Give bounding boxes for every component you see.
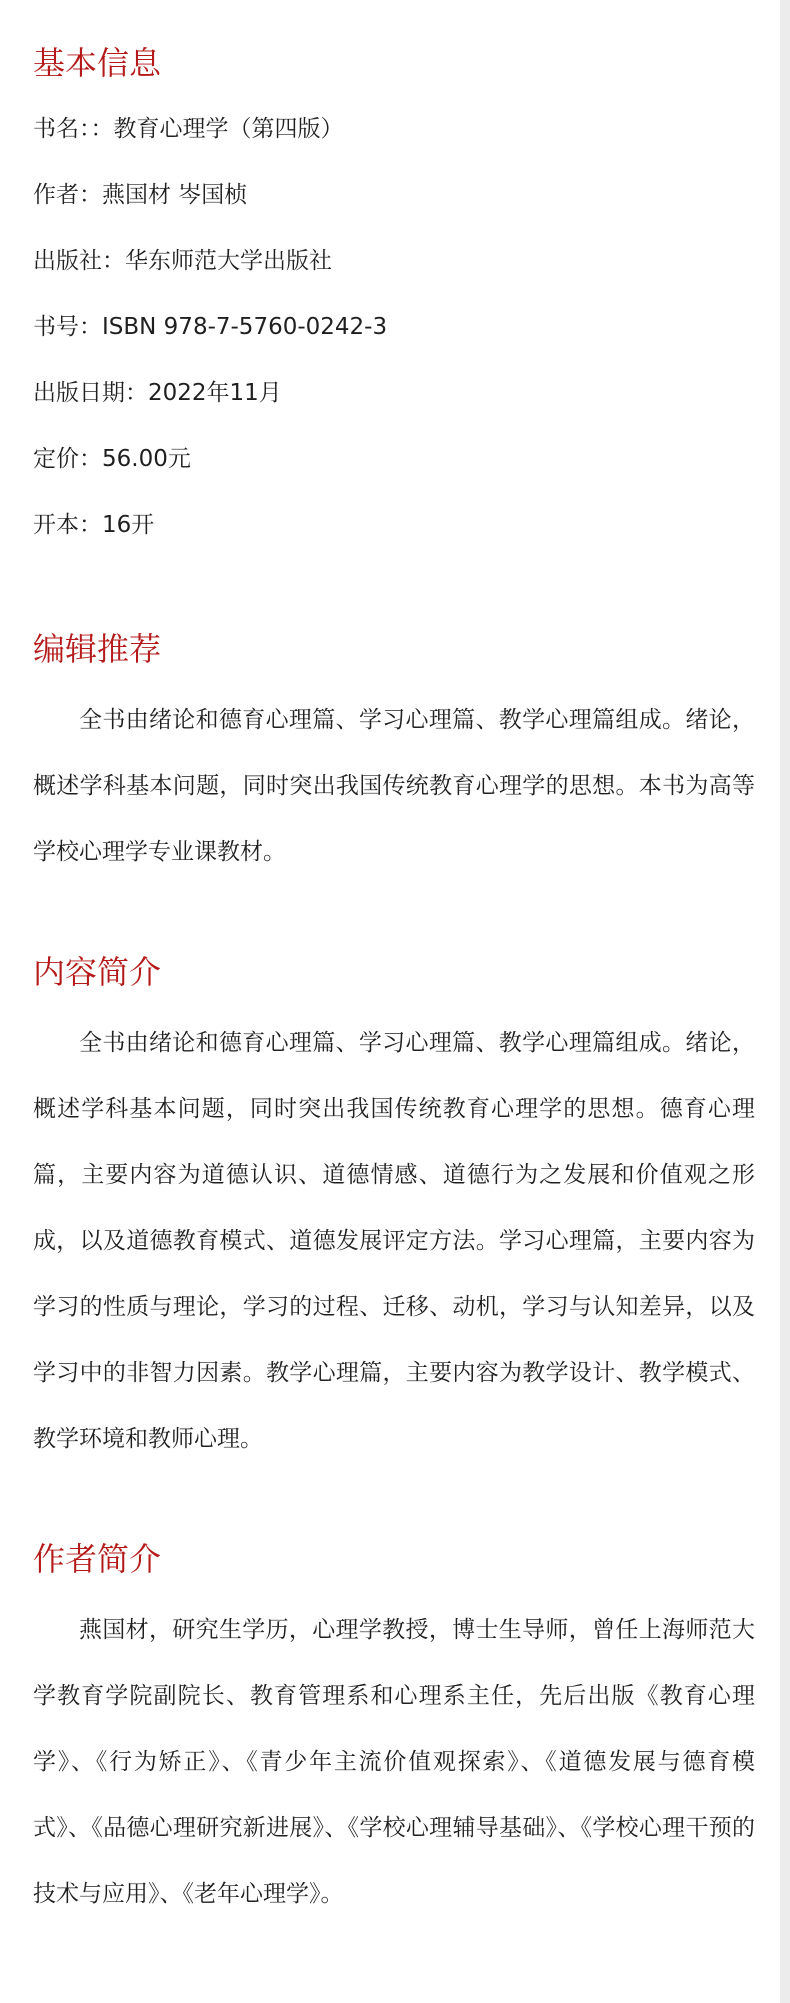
isbn-line: 书号：ISBN 978-7-5760-0242-3 xyxy=(33,314,388,340)
section-spacer xyxy=(33,885,755,947)
page-right-edge xyxy=(780,0,790,2003)
basic-info-heading: 基本信息 xyxy=(33,44,162,82)
content-summary-section xyxy=(33,947,755,1472)
format-line: 开本：16开 xyxy=(33,512,155,538)
author-intro-text: 燕国材，研究生学历，心理学教授，博士生导师，曾任上海师范大学教育学院副院长、教育管理系和心理系主任，先后出版《教育心理学》、《行为矫正》、《青少年主流价值观探索》、《道德发展与德育模式》、《品德心理研究新进展》、《学校心理辅导基础》、《学校心理干预的技术与应用》、《老年心理学》。 xyxy=(33,1617,755,1907)
book-title-line: 书名：：教育心理学（第四版） xyxy=(33,116,344,142)
editor-recommendation-text: 全书由绪论和德育心理篇、学习心理篇、教学心理篇组成。绪论，概述学科基本问题，同时突出我国传统教育心理学的思想。本书为高等学校心理学专业课教材。 xyxy=(33,707,755,865)
basic-info-list xyxy=(33,96,755,558)
publish-date-line: 出版日期：2022年11月 xyxy=(33,380,282,406)
basic-info-section xyxy=(33,38,755,558)
author-line: 作者：燕国材 岑国桢 xyxy=(33,182,248,208)
editor-recommendation-heading: 编辑推荐 xyxy=(33,630,162,668)
content-summary-heading: 内容简介 xyxy=(33,953,162,991)
publisher-line: 出版社：华东师范大学出版社 xyxy=(33,248,332,274)
price-line: 定价：56.00元 xyxy=(33,446,191,472)
heading-spacer xyxy=(33,997,755,1010)
book-detail-content xyxy=(33,38,755,1927)
heading-spacer xyxy=(33,674,755,687)
content-summary-text: 全书由绪论和德育心理篇、学习心理篇、教学心理篇组成。绪论，概述学科基本问题，同时突出我国传统教育心理学的思想。德育心理篇，主要内容为道德认识、道德情感、道德行为之发展和价值观之形成，以及道德教育模式、道德发展评定方法。学习心理篇，主要内容为学习的性质与理论，学习的过程、迁移、动机，学习与认知差异，以及学习中的非智力因素。教学心理篇，主要内容为教学设计、教学模式、教学环境和教师心理。 xyxy=(33,1030,755,1452)
author-intro-section xyxy=(33,1534,755,1927)
section-spacer xyxy=(33,558,755,624)
author-intro-heading: 作者简介 xyxy=(33,1540,162,1578)
heading-spacer xyxy=(33,1584,755,1597)
section-spacer xyxy=(33,1472,755,1534)
editor-recommendation-section xyxy=(33,624,755,885)
